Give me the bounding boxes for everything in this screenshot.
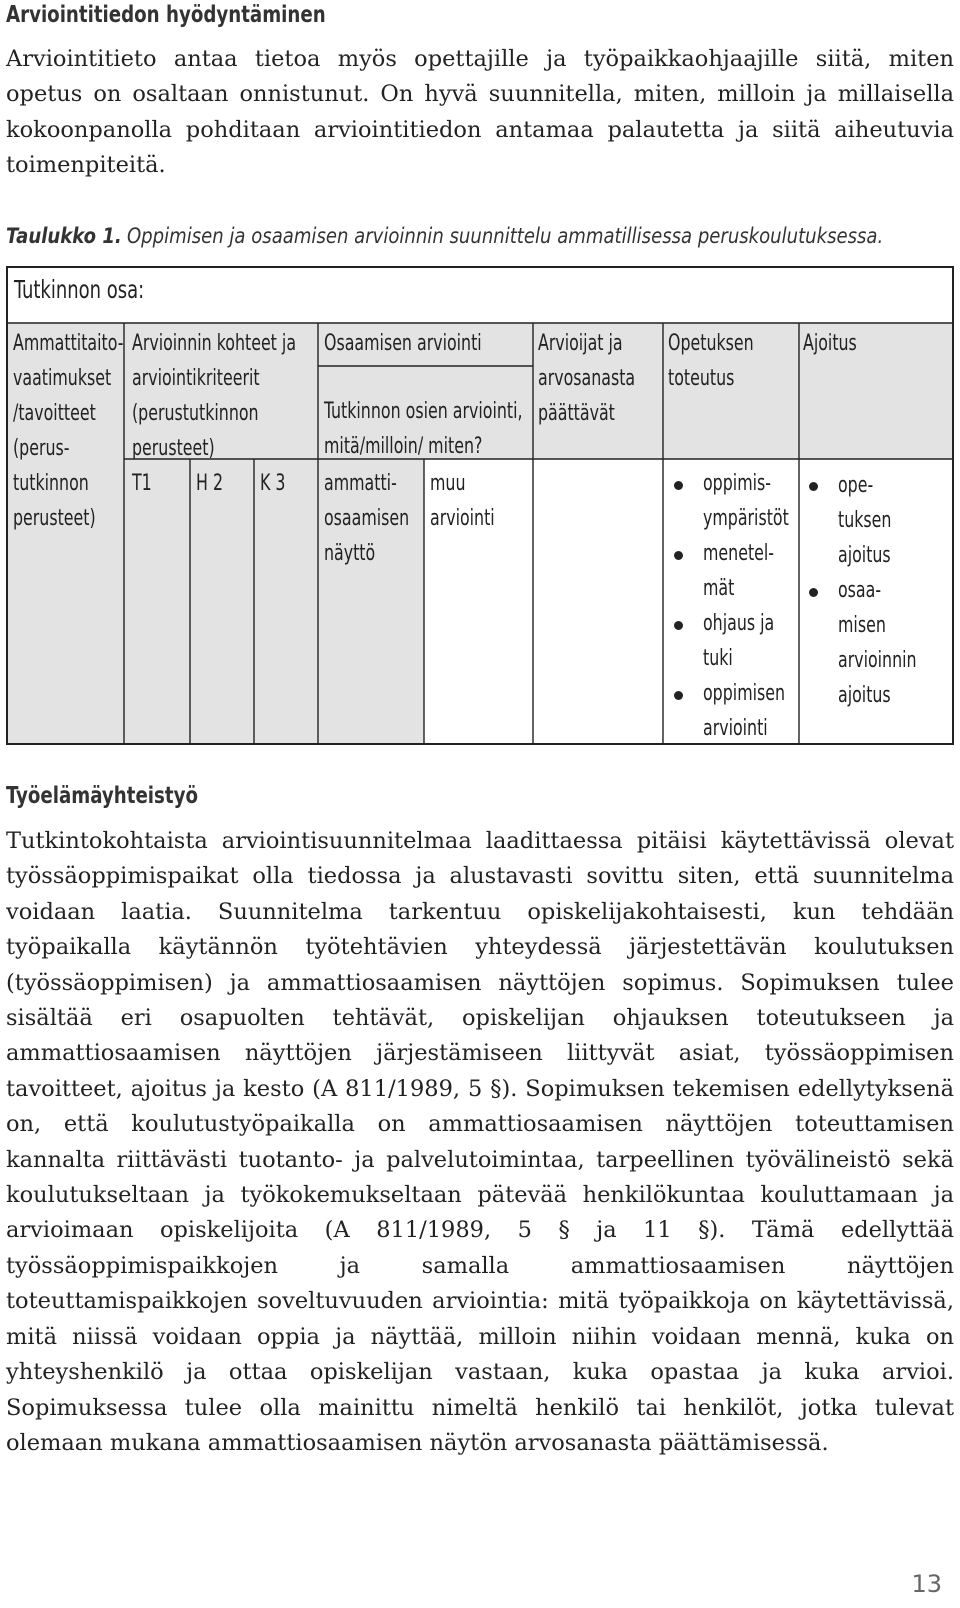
col4-line-1: Arvioijat ja <box>538 331 623 356</box>
teaching-item-2-line-2: mät <box>703 576 735 601</box>
timing-item-2-line-1: osaa- <box>838 578 882 603</box>
other-line-2: arviointi <box>430 506 495 531</box>
timing-item-1-line-1: ope- <box>838 473 874 498</box>
col3-header: Osaamisen arviointi <box>324 331 482 356</box>
teaching-item-1-line-1: oppimis- <box>703 471 771 496</box>
teaching-item-4-line-2: arviointi <box>703 716 768 741</box>
col4-line-2: arvosanasta <box>538 366 636 391</box>
level-h2: H 2 <box>196 471 224 496</box>
timing-item-1-line-3: ajoitus <box>838 543 891 568</box>
bullet-icon <box>674 691 683 700</box>
section-paragraph-tyoelamayhteistyo: Tutkintokohtaista arviointisuunnitelmaa laadittaessa pitäisi käytettävissä olevat työssäoppimispaikat olla tiedossa ja alustavasti sovittu siten, että suunnitelma voidaan laatia. Suunnitelma tarkentuu opiskelijakohtaisesti, kun tehdään työpaikalla käytännön työtehtävien yhteydessä järjestettävän koulutuksen (työssäoppimisen) ja ammattiosaamisen näyttöjen sopimus. Sopimuksen tulee sisältää eri osapuolten tehtävät, opiskelijan ohjauksen toteutukseen ja ammattiosaamisen näyttöjen järjestämiseen liittyvät asiat, työssäoppimisen tavoitteet, ajoitus ja kesto (A 811/1989, 5 §). Sopimuksen tekemisen edellytyksenä on, että koulutustyöpaikalla on ammattiosaamisen näyttöjen toteuttamisen kannalta riittävästi tuotanto- ja palvelutoimintaa, tarpeellinen työvälineistö sekä koulutukseltaan ja työkokemukseltaan pätevää henkilökuntaa kouluttamaan ja arvioimaan opiskelijoita (A 811/1989, 5 § ja 11 §). Tämä edellyttää työssäoppimispaikkojen ja samalla ammattiosaamisen näyttöjen toteuttamispaikkojen soveltuvuuden arviointia: mitä työpaikkoja on käytettävissä, mitä niissä voidaan oppia ja näyttää, milloin niihin voidaan mennä, kuka on yhteyshenkilö ja ottaa opiskelijan vastaan, kuka opastaa ja kuka arvioi. Sopimuksessa tulee olla mainittu nimeltä henkilö tai henkilöt, jotka tulevat olemaan mukana ammattiosaamisen näytön arvosanasta päättämisessä. <box>6 828 954 1456</box>
col4-line-3: päättävät <box>538 401 615 426</box>
bullet-icon <box>674 551 683 560</box>
teaching-item-2-line-1: menetel- <box>703 541 775 566</box>
teaching-item-3-line-1: ohjaus ja <box>703 611 775 636</box>
col1-line-4: (perus- <box>13 436 70 461</box>
table-caption-label: Taulukko 1. <box>6 224 122 248</box>
col3-sub-line-2: mitä/milloin/ miten? <box>324 434 483 459</box>
bullet-icon <box>674 621 683 630</box>
section-heading-tyoelamayhteistyo: Työelämäyhteistyö <box>6 783 198 809</box>
demo-line-1: ammatti- <box>324 471 397 496</box>
other-line-1: muu <box>430 471 466 496</box>
level-t1: T1 <box>132 471 152 496</box>
section-paragraph-arviointitiedon: Arviointitieto antaa tietoa myös opettajille ja työpaikkaohjaajille siitä, miten opetus on osaltaan onnistunut. On hyvä suunnitella, miten, milloin ja millaisella kokoonpanolla pohditaan arviointitiedon antamaa palautetta ja siitä aiheutuvia toimenpiteitä. <box>6 46 954 179</box>
teaching-item-3-line-2: tuki <box>703 646 733 671</box>
col1-line-6: perusteet) <box>13 506 96 531</box>
timing-item-1-line-2: tuksen <box>838 508 892 533</box>
teaching-item-1-line-2: ympäristöt <box>703 506 789 531</box>
timing-item-2-line-3: arvioinnin <box>838 648 917 673</box>
demo-line-2: osaamisen <box>324 506 410 531</box>
demo-line-3: näyttö <box>324 541 376 566</box>
timing-item-2-line-4: ajoitus <box>838 683 891 708</box>
page-number: 13 <box>911 1570 942 1598</box>
col1-line-5: tutkinnon <box>13 471 89 496</box>
col1-line-3: /tavoitteet <box>13 401 96 426</box>
level-k3: K 3 <box>260 471 286 496</box>
col1-line-2: vaatimukset <box>13 366 112 391</box>
col2-line-2: arviointikriteerit <box>132 366 260 391</box>
col6-header: Ajoitus <box>803 331 857 356</box>
table-cell-assessors-body <box>533 459 663 744</box>
col2-line-4: perusteet) <box>132 436 215 461</box>
col1-line-1: Ammattitaito- <box>13 331 124 356</box>
bullet-icon <box>809 588 818 597</box>
bullet-icon <box>674 481 683 490</box>
col3-sub-line-1: Tutkinnon osien arviointi, <box>324 399 523 424</box>
table-title: Tutkinnon osa: <box>14 275 145 304</box>
col2-line-3: (perustutkinnon <box>132 401 259 426</box>
col2-line-1: Arvioinnin kohteet ja <box>132 331 297 356</box>
section-heading-arviointitiedon: Arviointitiedon hyödyntäminen <box>6 2 326 28</box>
col5-line-1: Opetuksen <box>668 331 754 356</box>
table-caption-text: Oppimisen ja osaamisen arvioinnin suunnittelu ammatillisessa peruskoulutuksessa. <box>126 224 884 248</box>
table-caption <box>6 224 883 248</box>
assessment-planning-table <box>6 266 954 766</box>
col5-line-2: toteutus <box>668 366 735 391</box>
timing-item-2-line-2: misen <box>838 613 886 638</box>
bullet-icon <box>809 482 818 491</box>
teaching-item-4-line-1: oppimisen <box>703 681 786 706</box>
